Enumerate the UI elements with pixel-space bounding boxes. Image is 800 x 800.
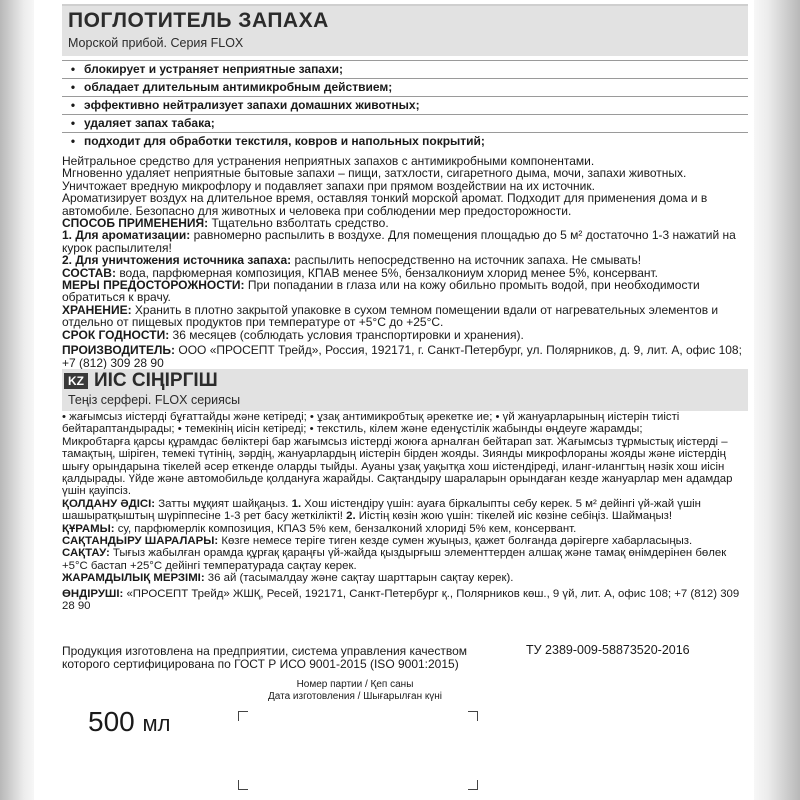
kz-header-band <box>62 369 748 411</box>
stamp-corner-bottom-left <box>238 780 248 790</box>
kz-composition: ҚҰРАМЫ: су, парфюмерлік композиция, КПАЗ 5% кем, бензалконий хлориді 5% кем, консервант. <box>62 522 577 535</box>
kz-desc-1: Микробтарға қарсы құрамдас бөліктері бар жағымсыз иістерді жоюға арналған бейтарап зат. Жағымсыз тұрмыстық иістерді – тамақтың, шіріген, темекі түтінің, зәрдің, жануарлардың иістерін бірден жояды. Зиянды микрофлораны жояды және иістердің шығу орындарына тікелей әсер еткенде оларды тыйды. Ауаны ұзақ уақытқа хош иістендіреді, иланг-илангтың нәзік хош иісін қалдырады. Үйде және автомобильде қолдануға жарайды. Сақтандыру шараларын орындаған кезде жануарлар мен адамдар үшін қауіпсіз. <box>62 435 733 498</box>
kz-manufacturer: ӨНДІРУШІ: «ПРОСЕПТ Трейд» ЖШҚ, Ресей, 192171, Санкт-Петербург қ., Полярников көш., 9 үй, лит. А, офис 108; +7 (812) 309 28 90 <box>62 587 740 613</box>
ru-composition: СОСТАВ: вода, парфюмерная композиция, КПАВ менее 5%, бензалкониум хлорид менее 5%, консервант. <box>62 265 659 280</box>
ru-desc-2: Мгновенно удаляет неприятные бытовые запахи – пищи, затхлости, сигаретного дыма, мочи, запахи животных. Уничтожает вредную микрофлору и подавляет запахи при прямом воздействии на их источник. <box>62 166 687 193</box>
manufacture-date-label: Дата изготовления / Шығарылған күні <box>267 691 442 702</box>
ru-desc-3: Ароматизирует воздух на длительное время, оставляя тонкий морской аромат. Подходит для применения дома и в автомобиле. Безопасно для животных и человека при соблюдении мер предосторожности. <box>62 191 708 218</box>
bullet-item: • обладает длительным антимикробным действием; <box>70 80 393 94</box>
bullet-item: • удаляет запах табака; <box>70 116 215 130</box>
stamp-corner-top-right <box>468 711 478 721</box>
bullet-item: • подходит для обработки текстиля, ковров и напольных покрытий; <box>70 134 485 148</box>
ru-usage-2: 2. Для уничтожения источника запаха: распылить непосредственно на источник запаха. Не смывать! <box>62 253 642 268</box>
stamp-corner-top-left <box>238 711 248 721</box>
ru-description <box>62 155 752 369</box>
product-subtitle: Морской прибой. Серия FLOX <box>68 36 244 50</box>
product-title: ПОГЛОТИТЕЛЬ ЗАПАХА <box>68 9 329 32</box>
ru-shelf-life: СРОК ГОДНОСТИ: 36 месяцев (соблюдать условия транспортировки и хранения). <box>62 327 524 342</box>
bullet-item: • эффективно нейтрализует запахи домашних животных; <box>70 98 420 112</box>
kz-bullets: • жағымсыз иістерді бұғаттайды және кетіреді; • ұзақ антимикробтық әрекетке ие; • үй жануарларының иістерін тиісті бейтараптандырады; • темекінің иісін кетіреді; • текстиль, кілем және еденұстілік жабынды өңдеуге жарамды; <box>62 411 680 436</box>
bottle-left-edge <box>0 0 34 800</box>
stamp-corner-bottom-right <box>468 780 478 790</box>
tu-number: ТУ 2389-009-58873520-2016 <box>526 643 690 657</box>
bottle-right-edge <box>754 0 800 800</box>
kz-subtitle: Теңіз серфері. FLOX сериясы <box>68 393 241 407</box>
ru-header-band <box>62 4 748 56</box>
bullet-item: • блокирует и устраняет неприятные запахи; <box>70 62 344 76</box>
kz-shelf-life: ЖАРАМДЫЛЫҚ МЕРЗІМІ: 36 ай (тасымалдау және сақтау шарттарын сақтау керек). <box>62 572 514 585</box>
kz-precautions: САҚТАНДЫРУ ШАРАЛАРЫ: Көзге немесе теріге тиген кезде сумен жуыңыз, қажет болғанда дәрігерге хабарласыңыз. <box>62 535 693 548</box>
batch-number-label: Номер партии / Қеп саны <box>296 679 414 690</box>
kz-usage: ҚОЛДАНУ ӘДІСІ: Затты мұқият шайқаңыз. 1. Хош иістендіру үшін: ауаға біркалыпты себу керек. 5 м² дейінгі үй-жай үшін шашыратқыштың шүріппесіне 1-3 рет басу жеткілікті! 2. Иістің көзін жою үшін: тікелей иіс көзіне себіңіз. Шаймаңыз! <box>62 497 701 523</box>
ru-precautions: МЕРЫ ПРЕДОСТОРОЖНОСТИ: При попадании в глаза или на кожу обильно промыть водой, при необходимости обратиться к врачу. <box>62 278 700 305</box>
ru-usage: СПОСОБ ПРИМЕНЕНИЯ: Тщательно взболтать средство. <box>62 216 389 231</box>
certification-note: Продукция изготовлена на предприятии, система управления качеством которого сертифицирована по ГОСТ Р ИСО 9001-2015 (ISO 9001:2015) <box>62 644 467 671</box>
ru-desc-1: Нейтральное средство для устранения неприятных запахов с антимикробными компонентами. <box>62 154 595 168</box>
ru-manufacturer: ПРОИЗВОДИТЕЛЬ: ООО «ПРОСЕПТ Трейд», Россия, 192171, г. Санкт-Петербург, ул. Полярников, д. 9, лит. А, офис 108; +7 (812) 309 28 90 <box>62 343 742 370</box>
kz-storage: САҚТАУ: Тығыз жабылған орамда құрғақ қараңғы үй-жайда қыздырғыш элементтерден алшақ және тамақ өнімдерінен бөлек +5°С бастап +25°С дейінгі температурада сақтау керек. <box>62 547 727 572</box>
kz-title: ИІС СІҢІРГІШ <box>94 370 218 391</box>
kz-badge: KZ <box>64 373 88 389</box>
ru-usage-1: 1. Для ароматизации: равномерно распылить в воздухе. Для помещения площадью до 5 м² достаточно 1-3 нажатий на курок распылителя! <box>62 228 736 255</box>
volume-label: 500 мл <box>88 706 171 737</box>
kz-description <box>62 411 752 613</box>
ru-storage: ХРАНЕНИЕ: Хранить в плотно закрытой упаковке в сухом темном помещении вдали от нагревательных элементов и отдельно от пищевых продуктов при температуре от +5°С до +25°С. <box>62 302 719 330</box>
